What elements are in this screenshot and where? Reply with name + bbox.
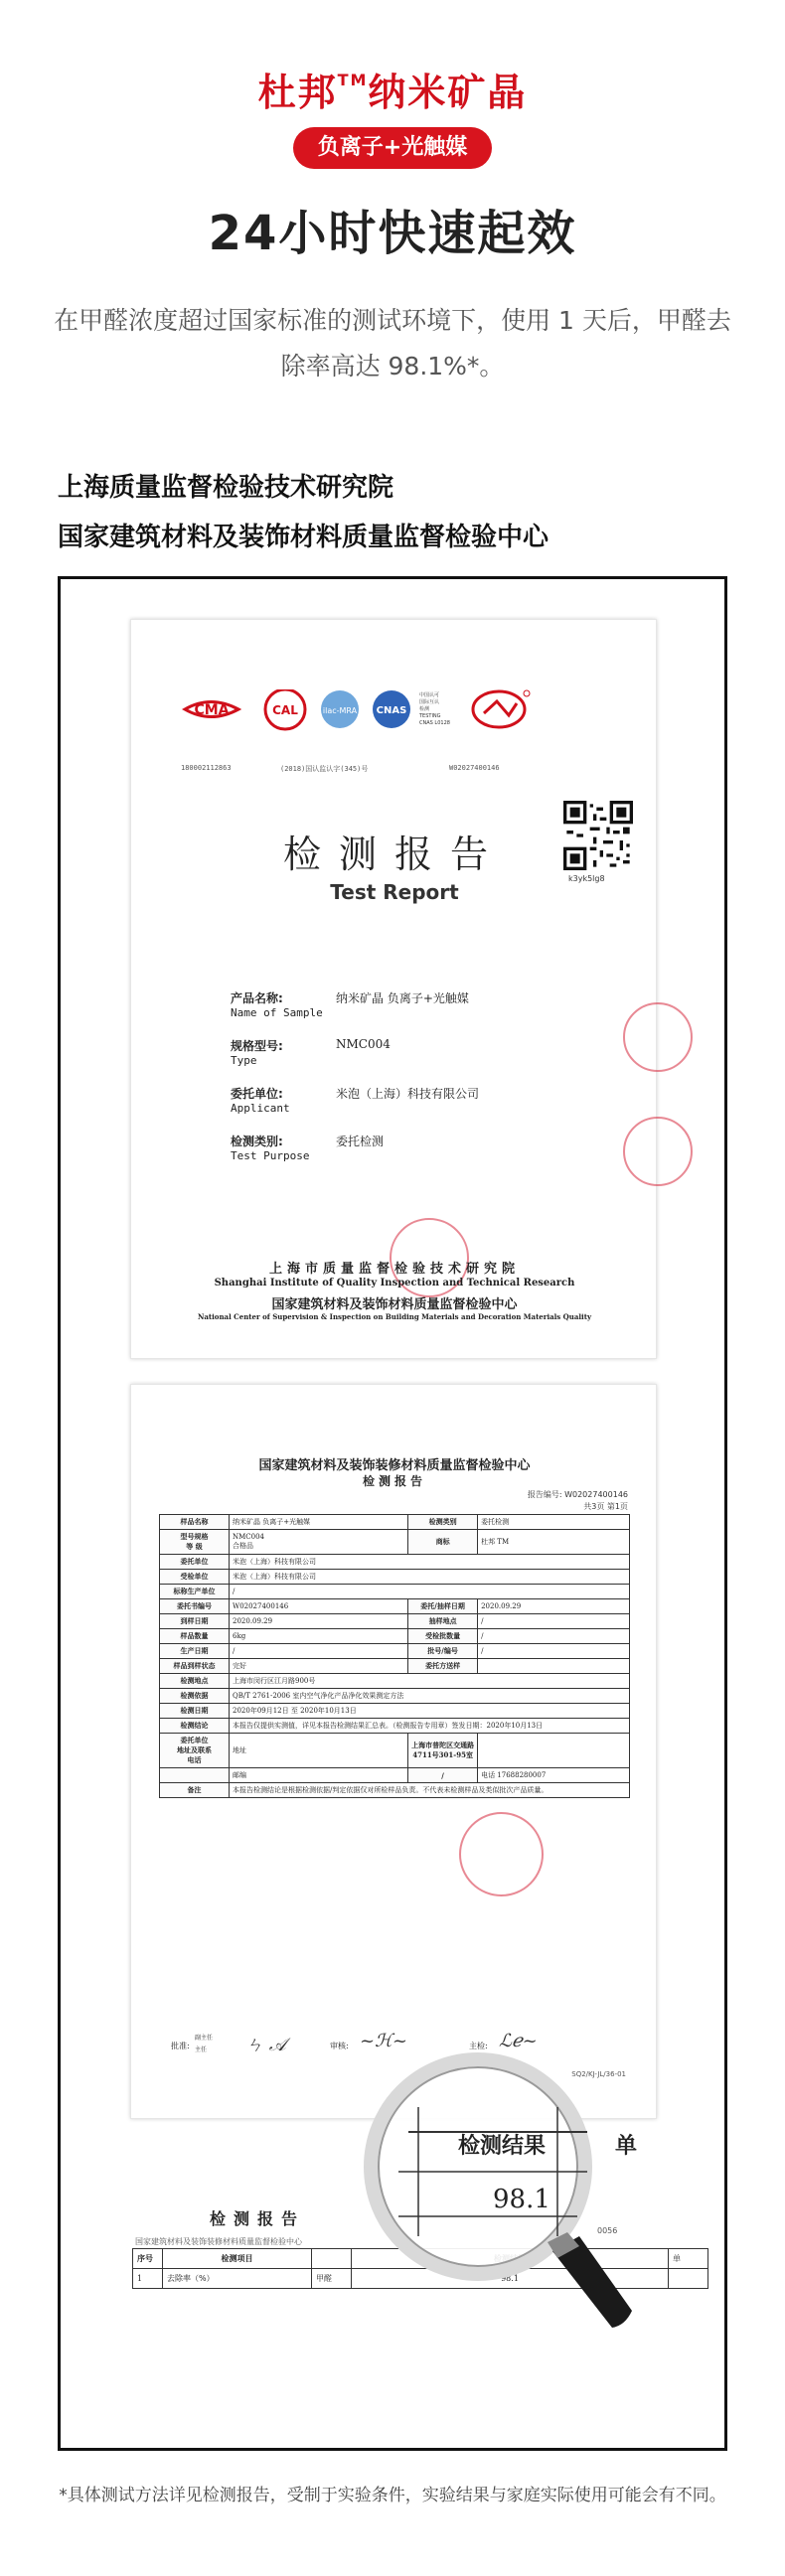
- table-cell: 受检单位: [160, 1570, 230, 1585]
- table-cell: 批号/编号: [408, 1644, 478, 1659]
- table-cell: 本报告检测结论是根据检测依据/判定依据仅对所检样品负责。不代表未检测样品及类似批次产品质量。: [230, 1783, 630, 1798]
- svg-text:TESTING: TESTING: [419, 713, 441, 719]
- table-cell: 抽样地点: [408, 1614, 478, 1629]
- report-cover-page: CMA CAL ilac-MRA CNAS 中国认可 国际互认 检测 TESTING CNAS L0128 180002112863 (2018)国认监认字(345)号 W02027400146 k3yk5lg8 检测报告 Test Report 产品名称: Name of Sample 纳米矿晶 负离子+光触媒 规格型号: Type NMC004 委托单位: Applicant 米泡（上海）科技有限公司 检测类别: Test Purpose 委托检测 上海市质量监督检验技术研究院 Shanghai Institute of Quality Inspection and Technical Research 国家建筑材料及装饰材料质量监督检验中心 National Center of Supervision & Inspection on Building Materials and Decoration Materials Quality: [130, 619, 657, 1359]
- table-cell: [160, 1768, 230, 1783]
- cnas-text-block: [418, 691, 450, 726]
- report-title: 国家建筑材料及装饰装修材料质量监督检验中心: [258, 1458, 531, 1473]
- description: 在甲醛浓度超过国家标准的测试环境下，使用 1 天后，甲醛去除率高达 98.1%*。: [54, 306, 731, 380]
- table-cell: QB/T 2761-2006 室内空气净化产品净化效果测定方法: [230, 1689, 630, 1704]
- table-cell: 地址: [230, 1734, 408, 1768]
- institution-line-1: 上海质量监督检验技术研究院: [58, 473, 394, 503]
- table-cell: 6kg: [230, 1629, 408, 1644]
- signature-approve-icon: ㄣ 𝒜: [245, 2035, 286, 2055]
- table-cell: /: [478, 1629, 630, 1644]
- magnified-results-heading: 检测结果: [458, 2133, 547, 2159]
- table-row: [160, 1689, 630, 1704]
- table-cell: 米泡（上海）科技有限公司: [230, 1555, 630, 1570]
- sqi-logo-icon: [473, 690, 530, 727]
- field-type: 规格型号: Type NMC004: [231, 1037, 391, 1067]
- headline: 24小时快速起效: [208, 206, 577, 261]
- cover-title-en: Test Report: [330, 880, 459, 904]
- table-row: [160, 1555, 630, 1570]
- seal-stamp-right-1: [623, 1002, 693, 1072]
- table-row: [160, 1768, 630, 1783]
- table-cell: 邮编: [230, 1768, 408, 1783]
- table-cell: 2020.09.29: [478, 1599, 630, 1614]
- table-cell: 2020.09.29: [230, 1614, 408, 1629]
- table-cell: /: [408, 1768, 478, 1783]
- cover-title: 检测报告: [282, 833, 506, 876]
- table-cell: 检测类别: [408, 1515, 478, 1530]
- table-row: [160, 1585, 630, 1599]
- table-cell: 受检批数量: [408, 1629, 478, 1644]
- svg-text:CAL: CAL: [272, 703, 298, 717]
- cover-org-en: Shanghai Institute of Quality Inspection and Technical Research: [214, 1278, 575, 1288]
- table-row: [160, 1614, 630, 1629]
- table-cell: NMC004 合格品: [230, 1530, 408, 1555]
- table-cell: 检测依据: [160, 1689, 230, 1704]
- table-cell: 委托方送样: [408, 1659, 478, 1674]
- table-cell: 完好: [230, 1659, 408, 1674]
- table-cell: 本报告仅提供实测值，详见本报告检测结果汇总表。（检测报告专用章）签发日期：2020年10月13日: [230, 1719, 630, 1734]
- report-number: 报告编号: W02027400146: [527, 1490, 628, 1499]
- table-row: [160, 1599, 630, 1614]
- table-cell: 生产日期: [160, 1644, 230, 1659]
- table-cell: /: [230, 1644, 408, 1659]
- svg-text:国际互认: 国际互认: [419, 699, 440, 705]
- footnote: *具体测试方法详见检测报告，受制于实验条件，实验结果与家庭实际使用可能会有不同。: [59, 2486, 726, 2505]
- table-row: [160, 1783, 630, 1798]
- report-footer-code: SQ2/KJ-JL/36-01: [571, 2070, 626, 2078]
- table-row: [160, 1644, 630, 1659]
- svg-text:中国认可: 中国认可: [419, 692, 440, 698]
- report-table: [159, 1514, 630, 1798]
- table-row: [160, 1674, 630, 1689]
- table-cell: 委托书编号: [160, 1599, 230, 1614]
- table-cell: 商标: [408, 1530, 478, 1555]
- field-sample-name: 产品名称: Name of Sample 纳米矿晶 负离子+光触媒: [231, 991, 469, 1019]
- magnified-unit-heading: 单: [615, 2133, 638, 2159]
- table-cell: 电话 17688280007: [478, 1768, 630, 1783]
- table-cell: 委托单位 地址及联系 电话: [160, 1734, 230, 1768]
- product-tag-pill: 负离子+光触媒: [293, 127, 492, 169]
- partial-report-number: 0056: [597, 2226, 618, 2235]
- table-cell: 样品到样状态: [160, 1659, 230, 1674]
- svg-text:CNAS: CNAS: [376, 705, 407, 716]
- results-table: 序号 检测项目 单 1 去除率（%） 甲醛 98.1: [132, 2248, 708, 2289]
- table-cell: 样品名称: [160, 1515, 230, 1530]
- table-cell: 到样日期: [160, 1614, 230, 1629]
- brand-title: 杜邦™纳米矿晶: [257, 71, 528, 114]
- svg-text:ilac-MRA: ilac-MRA: [322, 706, 358, 715]
- table-cell: 米泡（上海）科技有限公司: [230, 1570, 630, 1585]
- table-cell: [478, 1659, 630, 1674]
- signature-row: 批准: 副主任 主任 ㄣ 𝒜 审核: ~ℋ~ 主检: ℒℯ~: [171, 2031, 538, 2055]
- table-cell: 上海市闵行区江月路900号: [230, 1674, 630, 1689]
- table-cell: /: [478, 1644, 630, 1659]
- table-cell: /: [230, 1585, 630, 1599]
- partial-title: 检测报告: [210, 2209, 306, 2228]
- table-cell: W02027400146: [230, 1599, 408, 1614]
- table-cell: 备注: [160, 1783, 230, 1798]
- svg-text:CMA: CMA: [194, 702, 230, 718]
- report-frame: [58, 576, 727, 2451]
- report-subtitle: 检测报告: [362, 1474, 426, 1488]
- table-cell: 委托单位: [160, 1555, 230, 1570]
- certification-logos: [181, 689, 608, 759]
- ilac-mra-logo-icon: [321, 690, 359, 728]
- table-row: [160, 1629, 630, 1644]
- field-test-purpose: 检测类别: Test Purpose 委托检测: [231, 1135, 385, 1162]
- table-row: [160, 1570, 630, 1585]
- table-cell: 2020年09月12日 至 2020年10月13日: [230, 1704, 630, 1719]
- table-cell: /: [478, 1614, 630, 1629]
- table-row: [160, 1659, 630, 1674]
- table-row: [160, 1704, 630, 1719]
- table-cell: 委托检测: [478, 1515, 630, 1530]
- qr-code-label: k3yk5lg8: [568, 874, 605, 883]
- report-table-page: [130, 1384, 657, 2119]
- report-page-info: 共3页 第1页: [583, 1502, 628, 1511]
- signature-main-icon: ℒℯ~: [499, 2031, 538, 2051]
- cal-logo-icon: [265, 689, 305, 729]
- table-row: [160, 1530, 630, 1555]
- table-row: [160, 1515, 630, 1530]
- table-cell: 检测日期: [160, 1704, 230, 1719]
- cover-org2-en: National Center of Supervision & Inspection on Building Materials and Decoration Materials Quality: [197, 1312, 592, 1321]
- table-cell: 型号规格 等 级: [160, 1530, 230, 1555]
- magnified-result-value: 98.1: [493, 2185, 550, 2214]
- table-cell: 委托/抽样日期: [408, 1599, 478, 1614]
- svg-text:CNAS L0128: CNAS L0128: [419, 720, 450, 726]
- table-cell: 上海市普陀区交通路4711号301-95室: [408, 1734, 478, 1768]
- seal-stamp-report: [459, 1812, 544, 1896]
- table-cell: 纳米矿晶 负离子+光触媒: [230, 1515, 408, 1530]
- table-row: [160, 1719, 630, 1734]
- cover-org-cn: 上海市质量监督检验技术研究院: [268, 1262, 520, 1277]
- partial-org: 国家建筑材料及装饰装修材料质量监督检验中心: [135, 2237, 302, 2246]
- table-cell: 杜邦 TM: [478, 1530, 630, 1555]
- table-cell: 检测地点: [160, 1674, 230, 1689]
- cma-logo-icon: [185, 702, 238, 719]
- cnas-logo-icon: [373, 690, 410, 728]
- table-cell: 标称生产单位: [160, 1585, 230, 1599]
- institution-line-2: 国家建筑材料及装饰材料质量监督检验中心: [58, 523, 550, 552]
- signature-review-icon: ~ℋ~: [360, 2031, 407, 2051]
- field-applicant: 委托单位: Applicant 米泡（上海）科技有限公司: [231, 1087, 480, 1115]
- table-row: [160, 1734, 630, 1768]
- cover-org2-cn: 国家建筑材料及装饰材料质量监督检验中心: [271, 1297, 518, 1312]
- table-cell: 样品数量: [160, 1629, 230, 1644]
- seal-stamp-right-2: [623, 1117, 693, 1186]
- table-cell: [478, 1734, 630, 1768]
- table-cell: 检测结论: [160, 1719, 230, 1734]
- svg-text:检测: 检测: [419, 706, 430, 712]
